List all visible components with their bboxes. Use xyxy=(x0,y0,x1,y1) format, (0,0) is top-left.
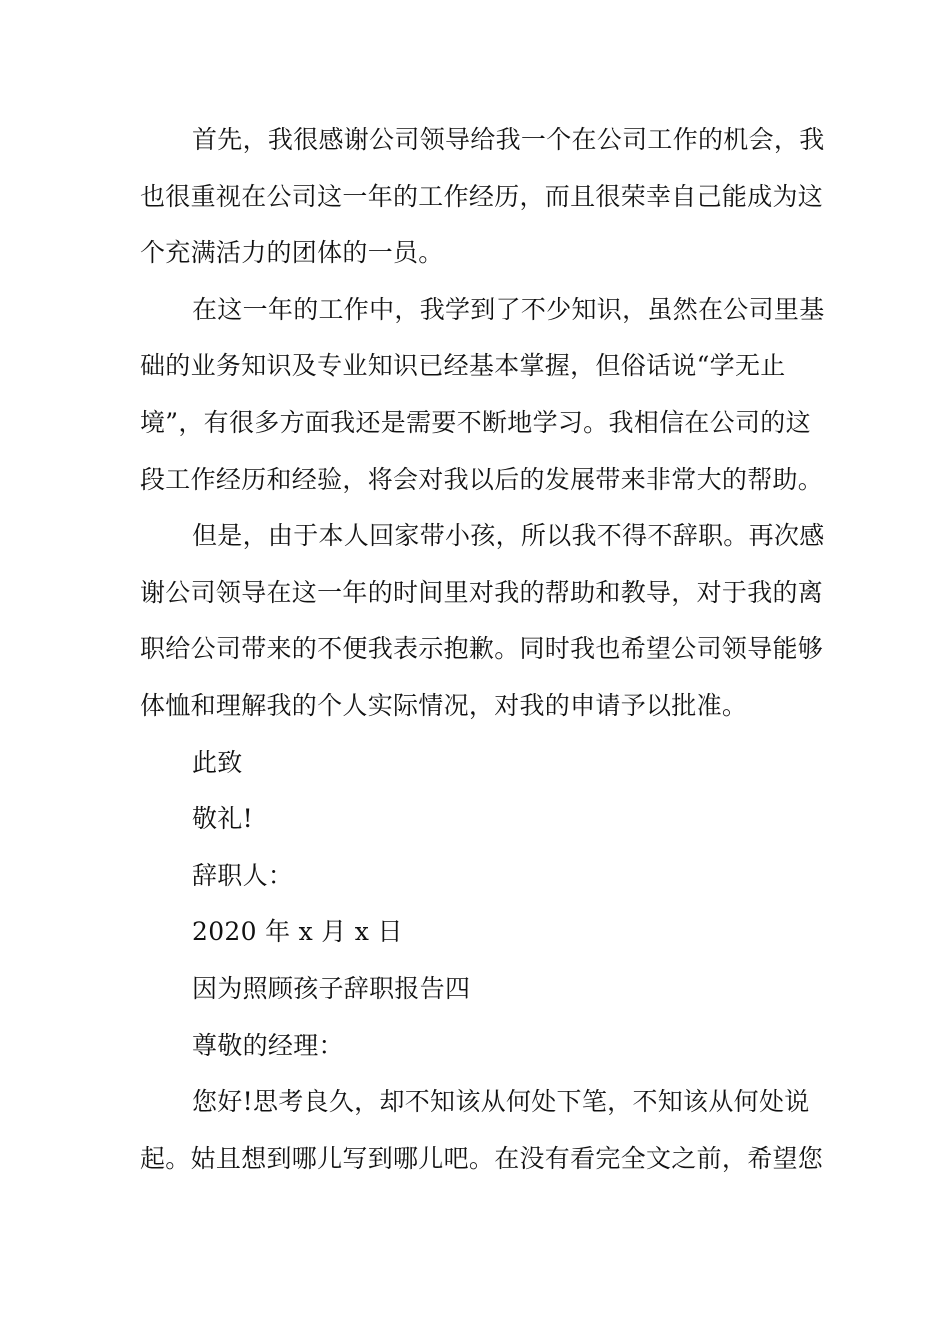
paragraph-3-line-1: 但是，由于本人回家带小孩，所以我不得不辞职。再次感 xyxy=(192,521,825,551)
date-line: 2020 年 x 月 x 日 xyxy=(192,917,403,947)
paragraph-3-line-2: 谢公司领导在这一年的时间里对我的帮助和教导，对于我的离 xyxy=(140,577,824,607)
paragraph-1-line-2: 也很重视在公司这一年的工作经历，而且很荣幸自己能成为这 xyxy=(140,181,824,211)
paragraph-1-line-3: 个充满活力的团体的一员。 xyxy=(140,238,444,268)
greeting: 尊敬的经理： xyxy=(192,1030,344,1060)
paragraph-4-line-2: 起。姑且想到哪儿写到哪儿吧。在没有看完全文之前，希望您 xyxy=(140,1143,824,1173)
paragraph-2-line-3: 境”，有很多方面我还是需要不断地学习。我相信在公司的这 xyxy=(140,407,811,437)
paragraph-3-line-4: 体恤和理解我的个人实际情况，对我的申请予以批准。 xyxy=(140,690,748,720)
closing-salutation: 此致 xyxy=(192,747,243,777)
closing-regards: 敬礼! xyxy=(192,804,253,834)
paragraph-3-line-3: 职给公司带来的不便我表示抱歉。同时我也希望公司领导能够 xyxy=(140,634,824,664)
paragraph-4-line-1: 您好!思考良久，却不知该从何处下笔，不知该从何处说 xyxy=(192,1087,810,1117)
paragraph-2-line-4: 段工作经历和经验，将会对我以后的发展带来非常大的帮助。 xyxy=(140,464,824,494)
section-title: 因为照顾孩子辞职报告四 xyxy=(192,973,471,1003)
document-body xyxy=(140,112,832,1187)
paragraph-2-line-2: 础的业务知识及专业知识已经基本掌握，但俗话说“学无止 xyxy=(140,351,786,381)
paragraph-1-line-1: 首先，我很感谢公司领导给我一个在公司工作的机会，我 xyxy=(192,125,825,154)
signer-label: 辞职人： xyxy=(192,860,294,890)
paragraph-2-line-1: 在这一年的工作中，我学到了不少知识，虽然在公司里基 xyxy=(192,294,825,324)
